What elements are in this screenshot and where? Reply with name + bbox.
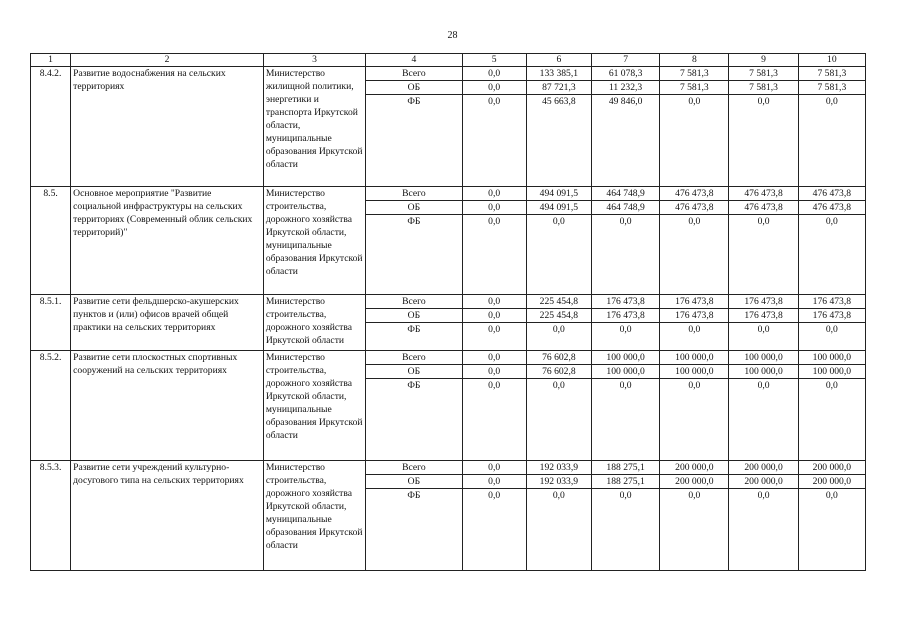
amount-cell: 200 000,0 bbox=[660, 475, 729, 489]
amount-cell: 7 581,3 bbox=[660, 81, 729, 95]
amount-cell: 133 385,1 bbox=[526, 67, 591, 81]
amount-cell: 0,0 bbox=[462, 365, 526, 379]
item-name: Развитие сети учреждений культурно-досугового типа на сельских территориях bbox=[71, 461, 264, 571]
amount-cell: 200 000,0 bbox=[660, 461, 729, 475]
table-row bbox=[31, 187, 866, 201]
item-name: Развитие сети плоскостных спортивных сооружений на сельских территориях bbox=[71, 351, 264, 461]
amount-cell: 0,0 bbox=[462, 309, 526, 323]
amount-cell: 188 275,1 bbox=[591, 461, 659, 475]
column-header: 4 bbox=[366, 54, 462, 67]
amount-cell: 176 473,8 bbox=[729, 309, 798, 323]
amount-cell: 0,0 bbox=[462, 351, 526, 365]
funding-source: Всего bbox=[366, 67, 462, 81]
amount-cell: 0,0 bbox=[462, 67, 526, 81]
amount-cell: 0,0 bbox=[462, 215, 526, 295]
amount-cell: 0,0 bbox=[660, 215, 729, 295]
amount-cell: 0,0 bbox=[591, 489, 659, 571]
amount-cell: 192 033,9 bbox=[526, 475, 591, 489]
amount-cell: 0,0 bbox=[462, 379, 526, 461]
funding-source: Всего bbox=[366, 461, 462, 475]
amount-cell: 0,0 bbox=[729, 95, 798, 187]
item-executor: Министерство строительства, дорожного хозяйства Иркутской области, муниципальные образования Иркутской области bbox=[263, 187, 365, 295]
amount-cell: 7 581,3 bbox=[798, 81, 865, 95]
amount-cell: 200 000,0 bbox=[798, 475, 865, 489]
amount-cell: 0,0 bbox=[798, 95, 865, 187]
funding-source: ОБ bbox=[366, 201, 462, 215]
amount-cell: 476 473,8 bbox=[798, 187, 865, 201]
amount-cell: 0,0 bbox=[798, 379, 865, 461]
amount-cell: 464 748,9 bbox=[591, 187, 659, 201]
amount-cell: 100 000,0 bbox=[660, 365, 729, 379]
amount-cell: 0,0 bbox=[729, 323, 798, 351]
amount-cell: 61 078,3 bbox=[591, 67, 659, 81]
amount-cell: 176 473,8 bbox=[729, 295, 798, 309]
amount-cell: 0,0 bbox=[591, 323, 659, 351]
funding-source: ОБ bbox=[366, 365, 462, 379]
item-executor: Министерство строительства, дорожного хозяйства Иркутской области, муниципальные образования Иркутской области bbox=[263, 351, 365, 461]
item-code: 8.4.2. bbox=[31, 67, 71, 187]
amount-cell: 476 473,8 bbox=[798, 201, 865, 215]
column-header: 1 bbox=[31, 54, 71, 67]
column-header: 5 bbox=[462, 54, 526, 67]
funding-source: ОБ bbox=[366, 81, 462, 95]
amount-cell: 476 473,8 bbox=[660, 187, 729, 201]
column-header: 7 bbox=[591, 54, 659, 67]
amount-cell: 0,0 bbox=[462, 81, 526, 95]
column-header: 10 bbox=[798, 54, 865, 67]
amount-cell: 0,0 bbox=[462, 461, 526, 475]
amount-cell: 0,0 bbox=[660, 379, 729, 461]
amount-cell: 0,0 bbox=[462, 489, 526, 571]
page-number: 28 bbox=[447, 30, 458, 41]
amount-cell: 0,0 bbox=[462, 187, 526, 201]
column-header: 9 bbox=[729, 54, 798, 67]
amount-cell: 0,0 bbox=[526, 489, 591, 571]
amount-cell: 464 748,9 bbox=[591, 201, 659, 215]
amount-cell: 100 000,0 bbox=[729, 351, 798, 365]
amount-cell: 11 232,3 bbox=[591, 81, 659, 95]
item-executor: Министерство строительства, дорожного хозяйства Иркутской области, муниципальные образования Иркутской области bbox=[263, 461, 365, 571]
amount-cell: 200 000,0 bbox=[798, 461, 865, 475]
amount-cell: 100 000,0 bbox=[660, 351, 729, 365]
item-name: Основное мероприятие "Развитие социальной инфраструктуры на сельских территориях (Современный облик сельских территорий)" bbox=[71, 187, 264, 295]
item-code: 8.5. bbox=[31, 187, 71, 295]
amount-cell: 100 000,0 bbox=[798, 351, 865, 365]
amount-cell: 225 454,8 bbox=[526, 295, 591, 309]
funding-source: ОБ bbox=[366, 309, 462, 323]
amount-cell: 0,0 bbox=[660, 95, 729, 187]
amount-cell: 7 581,3 bbox=[729, 81, 798, 95]
item-code: 8.5.1. bbox=[31, 295, 71, 351]
amount-cell: 176 473,8 bbox=[660, 309, 729, 323]
amount-cell: 494 091,5 bbox=[526, 201, 591, 215]
amount-cell: 176 473,8 bbox=[798, 309, 865, 323]
amount-cell: 100 000,0 bbox=[729, 365, 798, 379]
amount-cell: 188 275,1 bbox=[591, 475, 659, 489]
amount-cell: 0,0 bbox=[729, 215, 798, 295]
table-row bbox=[31, 461, 866, 475]
amount-cell: 0,0 bbox=[729, 489, 798, 571]
table-body bbox=[31, 67, 866, 571]
column-header: 3 bbox=[263, 54, 365, 67]
amount-cell: 225 454,8 bbox=[526, 309, 591, 323]
item-executor: Министерство строительства, дорожного хозяйства Иркутской области bbox=[263, 295, 365, 351]
column-header: 2 bbox=[71, 54, 264, 67]
amount-cell: 0,0 bbox=[462, 95, 526, 187]
amount-cell: 0,0 bbox=[526, 323, 591, 351]
amount-cell: 100 000,0 bbox=[591, 351, 659, 365]
amount-cell: 0,0 bbox=[462, 475, 526, 489]
amount-cell: 49 846,0 bbox=[591, 95, 659, 187]
column-header: 8 bbox=[660, 54, 729, 67]
funding-source: ФБ bbox=[366, 489, 462, 571]
item-code: 8.5.2. bbox=[31, 351, 71, 461]
amount-cell: 0,0 bbox=[798, 489, 865, 571]
amount-cell: 0,0 bbox=[660, 489, 729, 571]
amount-cell: 200 000,0 bbox=[729, 475, 798, 489]
amount-cell: 0,0 bbox=[462, 201, 526, 215]
funding-source: Всего bbox=[366, 351, 462, 365]
amount-cell: 45 663,8 bbox=[526, 95, 591, 187]
amount-cell: 192 033,9 bbox=[526, 461, 591, 475]
amount-cell: 7 581,3 bbox=[660, 67, 729, 81]
amount-cell: 476 473,8 bbox=[660, 201, 729, 215]
budget-table bbox=[30, 53, 866, 571]
item-name: Развитие водоснабжения на сельских территориях bbox=[71, 67, 264, 187]
amount-cell: 176 473,8 bbox=[591, 295, 659, 309]
funding-source: Всего bbox=[366, 187, 462, 201]
amount-cell: 0,0 bbox=[798, 323, 865, 351]
item-code: 8.5.3. bbox=[31, 461, 71, 571]
amount-cell: 494 091,5 bbox=[526, 187, 591, 201]
amount-cell: 0,0 bbox=[591, 379, 659, 461]
amount-cell: 476 473,8 bbox=[729, 201, 798, 215]
amount-cell: 7 581,3 bbox=[798, 67, 865, 81]
amount-cell: 200 000,0 bbox=[729, 461, 798, 475]
funding-source: ФБ bbox=[366, 323, 462, 351]
amount-cell: 100 000,0 bbox=[591, 365, 659, 379]
amount-cell: 176 473,8 bbox=[660, 295, 729, 309]
funding-source: ОБ bbox=[366, 475, 462, 489]
amount-cell: 176 473,8 bbox=[798, 295, 865, 309]
amount-cell: 0,0 bbox=[462, 295, 526, 309]
table-row bbox=[31, 351, 866, 365]
amount-cell: 0,0 bbox=[591, 215, 659, 295]
amount-cell: 0,0 bbox=[526, 215, 591, 295]
amount-cell: 100 000,0 bbox=[798, 365, 865, 379]
header-row bbox=[31, 54, 866, 67]
amount-cell: 176 473,8 bbox=[591, 309, 659, 323]
amount-cell: 476 473,8 bbox=[729, 187, 798, 201]
amount-cell: 76 602,8 bbox=[526, 351, 591, 365]
item-executor: Министерство жилищной политики, энергетики и транспорта Иркутской области, муниципальные образования Иркутской области bbox=[263, 67, 365, 187]
amount-cell: 87 721,3 bbox=[526, 81, 591, 95]
amount-cell: 0,0 bbox=[462, 323, 526, 351]
funding-source: Всего bbox=[366, 295, 462, 309]
amount-cell: 0,0 bbox=[660, 323, 729, 351]
table-row bbox=[31, 295, 866, 309]
amount-cell: 76 602,8 bbox=[526, 365, 591, 379]
amount-cell: 0,0 bbox=[729, 379, 798, 461]
amount-cell: 0,0 bbox=[798, 215, 865, 295]
amount-cell: 7 581,3 bbox=[729, 67, 798, 81]
funding-source: ФБ bbox=[366, 379, 462, 461]
column-header: 6 bbox=[526, 54, 591, 67]
funding-source: ФБ bbox=[366, 215, 462, 295]
amount-cell: 0,0 bbox=[526, 379, 591, 461]
item-name: Развитие сети фельдшерско-акушерских пунктов и (или) офисов врачей общей практики на сельских территориях bbox=[71, 295, 264, 351]
table-row bbox=[31, 67, 866, 81]
funding-source: ФБ bbox=[366, 95, 462, 187]
